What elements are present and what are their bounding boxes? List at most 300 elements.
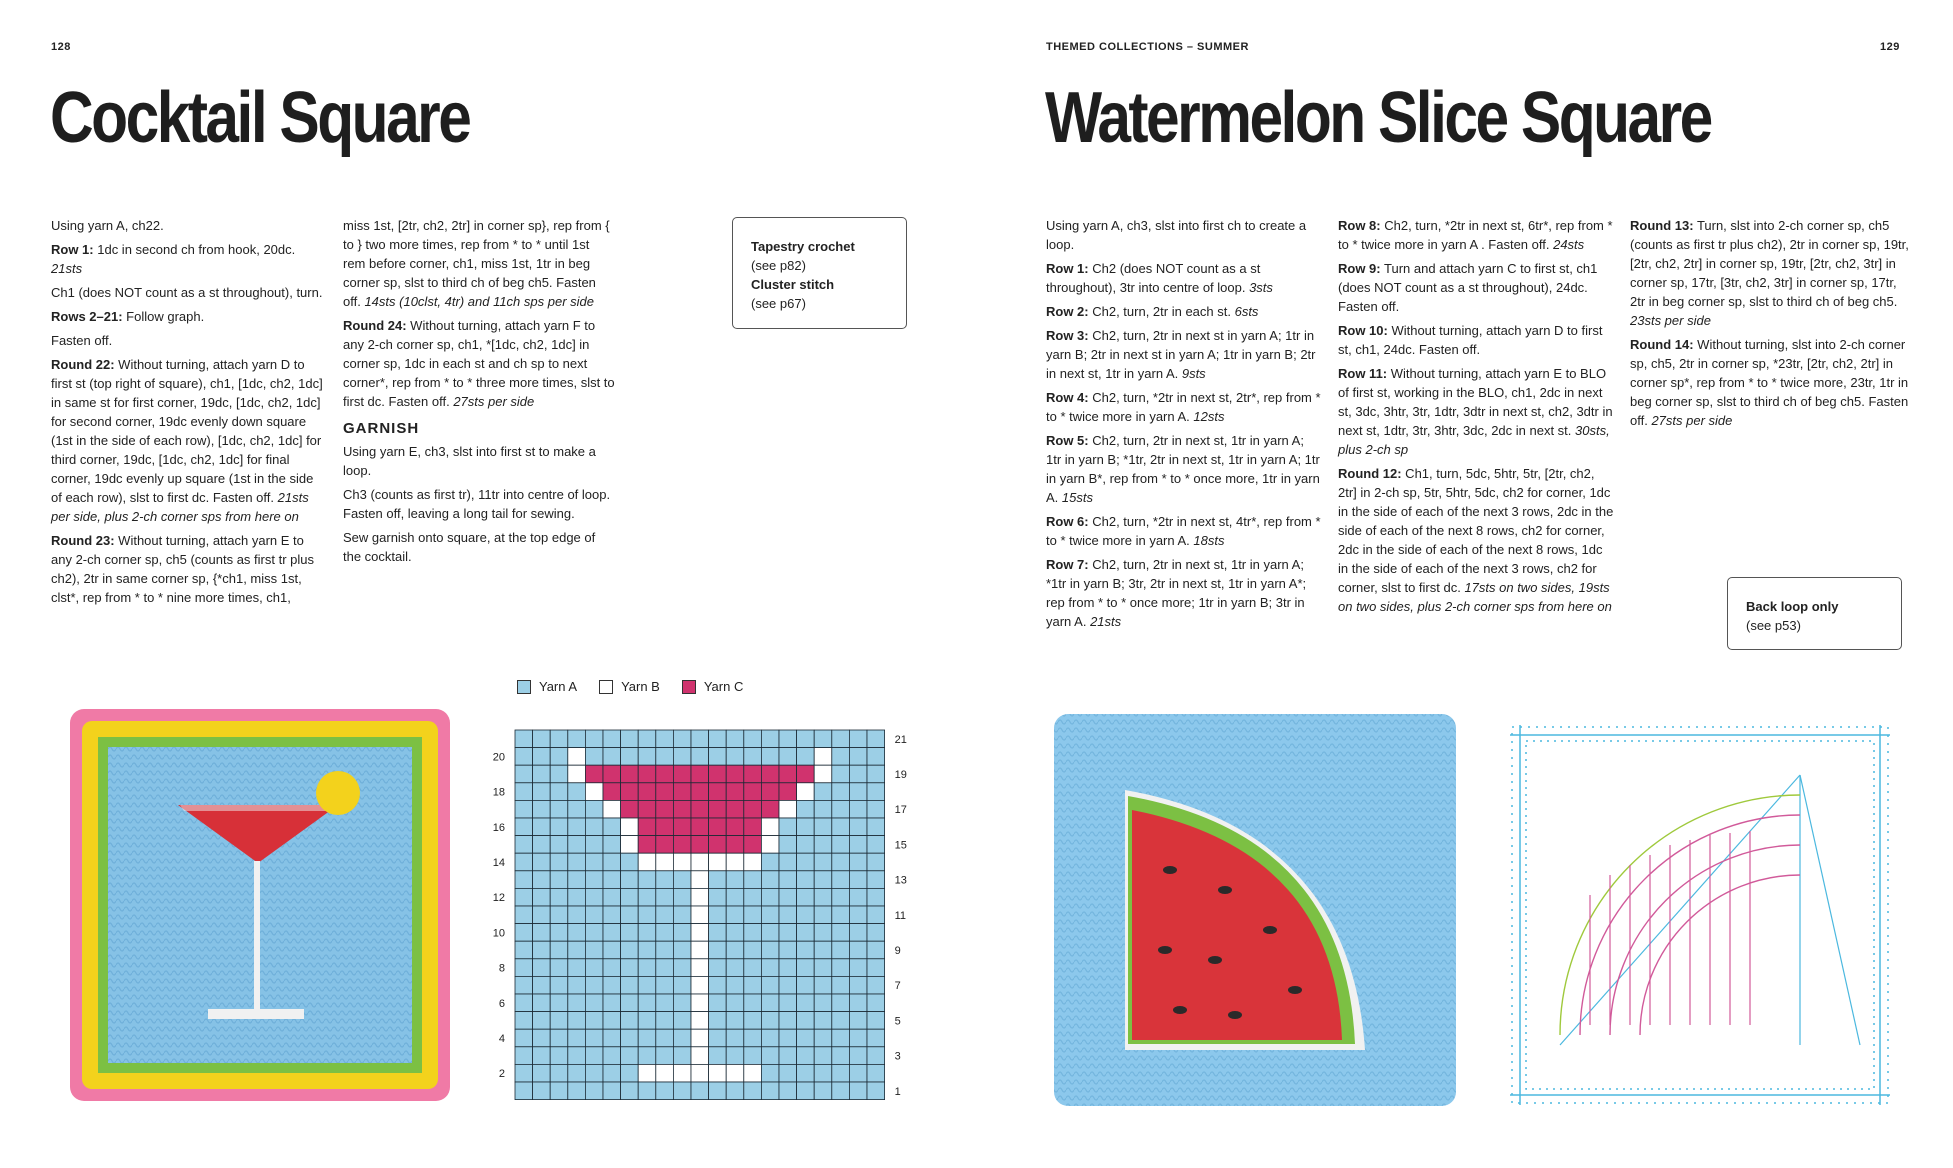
chart-cell [832,924,850,942]
chart-cell [867,994,885,1012]
chart-cell [533,888,551,906]
chart-cell [656,906,674,924]
chart-cell [621,783,639,801]
chart-cell [621,853,639,871]
instruction-paragraph: Row 1: 1dc in second ch from hook, 20dc. 21sts [51,242,296,276]
chart-row-label: 20 [492,751,505,764]
chart-row-label: 15 [894,839,907,852]
chart-cell [638,888,656,906]
chart-cell [550,836,568,854]
chart-cell [515,730,533,748]
chart-cell [726,730,744,748]
chart-cell [797,765,815,783]
chart-cell [779,976,797,994]
chart-cell [761,853,779,871]
chart-cell [515,941,533,959]
chart-cell [603,783,621,801]
chart-cell [568,730,586,748]
chart-cell [515,976,533,994]
chart-row-labels-right [895,734,907,1098]
chart-cell [797,836,815,854]
chart-cell [533,800,551,818]
chart-cell [761,748,779,766]
chart-cell [515,783,533,801]
legend-label-yarn-a: Yarn A [539,679,578,694]
chart-cell [585,1047,603,1065]
chart-cell [515,853,533,871]
chart-cell [849,853,867,871]
chart-cell [568,994,586,1012]
chart-cell [621,765,639,783]
chart-cell [621,1012,639,1030]
chart-cell [603,765,621,783]
chart-cell [603,906,621,924]
chart-cell [709,906,727,924]
note-label: Cluster stitch [751,277,835,292]
chart-cell [603,818,621,836]
watermelon-instructions-col1 [1046,216,1321,636]
chart-cell [656,871,674,889]
chart-cell [761,1082,779,1100]
chart-cell [726,941,744,959]
chart-cell [814,941,832,959]
chart-cell [568,1012,586,1030]
chart-cell [726,1029,744,1047]
chart-cell [550,818,568,836]
chart-cell [621,1029,639,1047]
chart-cell [656,1082,674,1100]
chart-cell [797,976,815,994]
chart-cell [638,1029,656,1047]
chart-cell [638,906,656,924]
chart-cell [550,765,568,783]
instruction-paragraph: Round 22: Without turning, attach yarn D to first st (top right of square), ch1, [1dc, ch2, 1dc] in same st for first corner, 19dc, [1dc, ch2, 1dc] for second corner, 19dc evenly down square (1st in the side of each row), [1dc, ch2, 1dc] for third corner, 19dc, [1dc, ch2, 1dc] for final corner, 19dc evenly up square (1st in the side of each row), slst to first dc. Fasten off. 21sts per side, plus 2-ch corner sps from here on [51,357,323,524]
chart-cell [515,871,533,889]
chart-cell [533,730,551,748]
page-title-cocktail: Cocktail Square [50,78,470,158]
chart-cell [603,888,621,906]
chart-cell [867,748,885,766]
chart-cell [744,748,762,766]
chart-cell [603,941,621,959]
chart-cell [779,818,797,836]
legend-label-yarn-b: Yarn B [621,679,660,694]
chart-row-label: 1 [894,1085,901,1098]
chart-cell [673,871,691,889]
yarn-c-swatch [682,680,696,694]
chart-cell [814,730,832,748]
chart-cell [709,800,727,818]
instruction-paragraph: Fasten off. [51,333,113,348]
chart-cell [638,800,656,818]
chart-cell [797,818,815,836]
chart-cell [656,783,674,801]
chart-cell [691,1047,709,1065]
chart-cell [691,836,709,854]
chart-cell [832,906,850,924]
chart-cell [726,906,744,924]
chart-cell [814,906,832,924]
chart-cell [779,1029,797,1047]
chart-cell [550,748,568,766]
chart-cell [550,994,568,1012]
chart-cell [779,730,797,748]
note-label: Tapestry crochet [751,239,855,254]
chart-cell [638,941,656,959]
chart-cell [744,994,762,1012]
chart-cell [867,888,885,906]
instruction-paragraph: Round 24: Without turning, attach yarn F to any 2-ch corner sp, ch1, *[1dc, ch2, 1dc] in corner sp, 1dc in each st and ch sp to next corner*, rep from * to * three more times, slst to first dc. Fasten off. 27sts per side [343,318,615,409]
chart-cell [691,748,709,766]
chart-cell [621,994,639,1012]
note-reference: (see p82) [751,258,806,273]
chart-cell [585,748,603,766]
chart-cell [779,994,797,1012]
chart-cell [638,765,656,783]
chart-cell [621,924,639,942]
chart-row-label: 12 [492,892,505,905]
chart-cell [761,1064,779,1082]
chart-cell [867,836,885,854]
chart-cell [568,765,586,783]
chart-cell [603,959,621,977]
chart-cell [726,1082,744,1100]
chart-cell [638,976,656,994]
chart-cell [849,1064,867,1082]
chart-cell [832,1012,850,1030]
chart-cell [568,853,586,871]
chart-cell [761,924,779,942]
chart-row-label: 21 [894,733,907,746]
chart-cell [832,871,850,889]
chart-cell [726,871,744,889]
chart-cell [814,1082,832,1100]
chart-cell [779,1012,797,1030]
chart-row-label: 2 [498,1068,505,1081]
chart-cell [691,783,709,801]
chart-cell [585,783,603,801]
chart-cell [568,871,586,889]
chart-cell [638,994,656,1012]
chart-cell [656,818,674,836]
running-head: THEMED COLLECTIONS – SUMMER [1046,41,1249,53]
chart-cell [726,783,744,801]
chart-cell [673,853,691,871]
chart-cell [568,976,586,994]
chart-cell [797,853,815,871]
instruction-paragraph: Row 9: Turn and attach yarn C to first st, ch1 (does NOT count as a st throughout), 24dc. Fasten off. [1338,261,1598,314]
chart-cell [779,800,797,818]
instruction-paragraph: Row 3: Ch2, turn, 2tr in next st in yarn A; 1tr in yarn B; 2tr in next st in yarn A; 1tr in yarn B; 2tr in next st, 1tr in yarn A. 9sts [1046,328,1316,381]
chart-cell [814,836,832,854]
chart-cell [744,976,762,994]
chart-cell [515,748,533,766]
chart-cell [603,800,621,818]
chart-cell [849,976,867,994]
chart-cell [832,765,850,783]
chart-cell [832,730,850,748]
chart-cell [797,748,815,766]
chart-cell [761,1047,779,1065]
page-number-left: 128 [51,41,71,53]
cocktail-instructions-col2 [343,216,615,571]
chart-row-label: 17 [894,804,907,817]
chart-cell [814,994,832,1012]
chart-cell [832,800,850,818]
chart-cell [761,941,779,959]
chart-cell [691,1029,709,1047]
chart-row-label: 14 [492,857,505,869]
chart-cell [621,1064,639,1082]
instruction-paragraph: Row 4: Ch2, turn, *2tr in next st, 2tr*, rep from * to * twice more in yarn A. 12sts [1046,390,1321,424]
chart-row-label: 13 [894,874,907,887]
chart-cell [691,871,709,889]
chart-cell [533,1064,551,1082]
chart-cell [797,924,815,942]
chart-cell [849,941,867,959]
chart-cell [814,871,832,889]
chart-cell [515,1012,533,1030]
chart-cell [867,976,885,994]
chart-cell [814,959,832,977]
chart-row-label: 6 [498,997,505,1010]
chart-cell [656,1029,674,1047]
chart-cell [638,871,656,889]
chart-cell [568,818,586,836]
chart-cell [726,976,744,994]
chart-cell [849,888,867,906]
chart-cell [726,836,744,854]
chart-cell [673,976,691,994]
chart-cell [585,1082,603,1100]
chart-cell [585,906,603,924]
chart-cell [797,906,815,924]
chart-cell [515,906,533,924]
chart-cell [533,818,551,836]
chart-cell [533,959,551,977]
chart-cell [709,1082,727,1100]
chart-cell [779,924,797,942]
chart-cell [744,765,762,783]
chart-cell [515,1064,533,1082]
chart-cell [533,1012,551,1030]
chart-cell [709,783,727,801]
chart-cell [744,783,762,801]
chart-cell [585,1064,603,1082]
chart-cell [832,994,850,1012]
chart-cell [779,1064,797,1082]
chart-cell [533,924,551,942]
chart-cell [691,1064,709,1082]
chart-cell [656,765,674,783]
chart-cell [568,924,586,942]
chart-cell [761,906,779,924]
watermelon-square-photo [1050,710,1460,1110]
chart-cell [797,994,815,1012]
chart-cell [603,748,621,766]
chart-cell [867,1029,885,1047]
chart-cell [779,1047,797,1065]
chart-cell [515,888,533,906]
chart-cell [867,730,885,748]
chart-cell [638,818,656,836]
chart-cell [761,994,779,1012]
instruction-paragraph: Ch3 (counts as first tr), 11tr into centre of loop. Fasten off, leaving a long tail for sewing. [343,487,611,521]
chart-cell [814,976,832,994]
chart-cell [673,994,691,1012]
chart-cell [744,1082,762,1100]
chart-cell [603,871,621,889]
chart-cell [691,924,709,942]
chart-cell [744,959,762,977]
chart-cell [744,906,762,924]
chart-cell [832,836,850,854]
chart-cell [814,1029,832,1047]
chart-cell [568,941,586,959]
page-number-right: 129 [1880,41,1900,53]
chart-cell [515,924,533,942]
chart-cell [550,783,568,801]
chart-cell [867,1012,885,1030]
chart-cell [691,959,709,977]
chart-cell [832,748,850,766]
chart-cell [603,1047,621,1065]
chart-cell [550,888,568,906]
instruction-paragraph: Using yarn A, ch3, slst into first ch to create a loop. [1046,218,1307,252]
chart-cell [709,994,727,1012]
instruction-paragraph: Using yarn E, ch3, slst into first st to make a loop. [343,444,596,478]
chart-cell [709,959,727,977]
chart-cell [849,871,867,889]
chart-cell [621,906,639,924]
chart-cell [621,800,639,818]
chart-cell [797,1012,815,1030]
chart-cell [814,1064,832,1082]
chart-cell [709,818,727,836]
chart-cell [867,871,885,889]
chart-cell [849,924,867,942]
chart-cell [550,906,568,924]
chart-cell [849,906,867,924]
chart-cell [744,818,762,836]
yarn-a-swatch [517,680,531,694]
chart-cell [603,1029,621,1047]
chart-cell [797,941,815,959]
chart-grid [515,730,885,1100]
chart-cell [656,924,674,942]
chart-cell [656,1012,674,1030]
chart-cell [621,1082,639,1100]
chart-cell [832,888,850,906]
chart-cell [673,836,691,854]
chart-cell [603,836,621,854]
chart-cell [638,924,656,942]
chart-cell [744,853,762,871]
chart-cell [726,888,744,906]
chart-cell [726,1047,744,1065]
chart-cell [691,853,709,871]
chart-cell [673,1082,691,1100]
chart-cell [603,924,621,942]
note-label: Back loop only [1746,599,1839,614]
chart-cell [779,959,797,977]
chart-cell [533,906,551,924]
chart-cell [621,836,639,854]
chart-cell [814,765,832,783]
chart-cell [568,1064,586,1082]
chart-cell [761,818,779,836]
chart-cell [533,941,551,959]
technique-note-box-left [732,217,907,329]
chart-cell [656,836,674,854]
chart-cell [585,959,603,977]
chart-cell [744,1047,762,1065]
chart-cell [867,959,885,977]
instruction-paragraph: Row 10: Without turning, attach yarn D to first st, ch1, 24dc. Fasten off. [1338,323,1603,357]
chart-row-label: 7 [894,980,901,993]
chart-cell [603,976,621,994]
chart-cell [726,1064,744,1082]
chart-cell [867,853,885,871]
chart-cell [533,853,551,871]
chart-cell [744,871,762,889]
chart-cell [691,906,709,924]
note-reference: (see p67) [751,296,806,311]
watermelon-stitch-diagram [1500,715,1900,1115]
chart-cell [673,1047,691,1065]
chart-cell [867,906,885,924]
instruction-paragraph: Row 1: Ch2 (does NOT count as a st throughout), 3tr into centre of loop. 3sts [1046,261,1273,295]
chart-cell [550,1012,568,1030]
chart-cell [691,818,709,836]
chart-cell [849,1047,867,1065]
instruction-paragraph: Round 12: Ch1, turn, 5dc, 5htr, 5tr, [2tr, ch2, 2tr] in 2-ch sp, 5tr, 5htr, 5dc, ch2 for corner, 1dc in the side of each of the next 3 rows, 2dc in the side of each of the next 8 rows, ch2 for corner, 2dc in the side of each of the next 8 rows, 1dc in the side of each of the next 3 rows, ch2 for corner, slst to first dc. 17sts on two sides, 19sts on two sides, plus 2-ch corner sps from here on [1338,466,1614,614]
chart-cell [638,836,656,854]
chart-cell [691,1012,709,1030]
chart-cell [709,871,727,889]
chart-cell [761,765,779,783]
chart-cell [585,836,603,854]
chart-cell [709,748,727,766]
chart-cell [673,765,691,783]
chart-cell [797,800,815,818]
chart-cell [709,1064,727,1082]
chart-cell [691,730,709,748]
chart-cell [779,765,797,783]
instruction-paragraph: Row 7: Ch2, turn, 2tr in next st, 1tr in yarn A; *1tr in yarn B; 3tr, 2tr in next st, 1tr in yarn A*; rep from * to * once more; 1tr in yarn B; 3tr in yarn A. 21sts [1046,557,1307,629]
chart-cell [779,888,797,906]
chart-cell [550,959,568,977]
chart-cell [744,924,762,942]
chart-cell [638,1064,656,1082]
chart-cell [797,888,815,906]
chart-cell [515,765,533,783]
chart-cell [744,1029,762,1047]
chart-cell [585,730,603,748]
chart-cell [621,941,639,959]
chart-row-label: 5 [894,1015,901,1028]
chart-cell [779,853,797,871]
chart-cell [568,1082,586,1100]
chart-cell [603,730,621,748]
chart-cell [621,888,639,906]
chart-cell [709,924,727,942]
chart-cell [832,853,850,871]
chart-cell [638,748,656,766]
chart-cell [638,959,656,977]
chart-cell [849,730,867,748]
chart-cell [814,1047,832,1065]
